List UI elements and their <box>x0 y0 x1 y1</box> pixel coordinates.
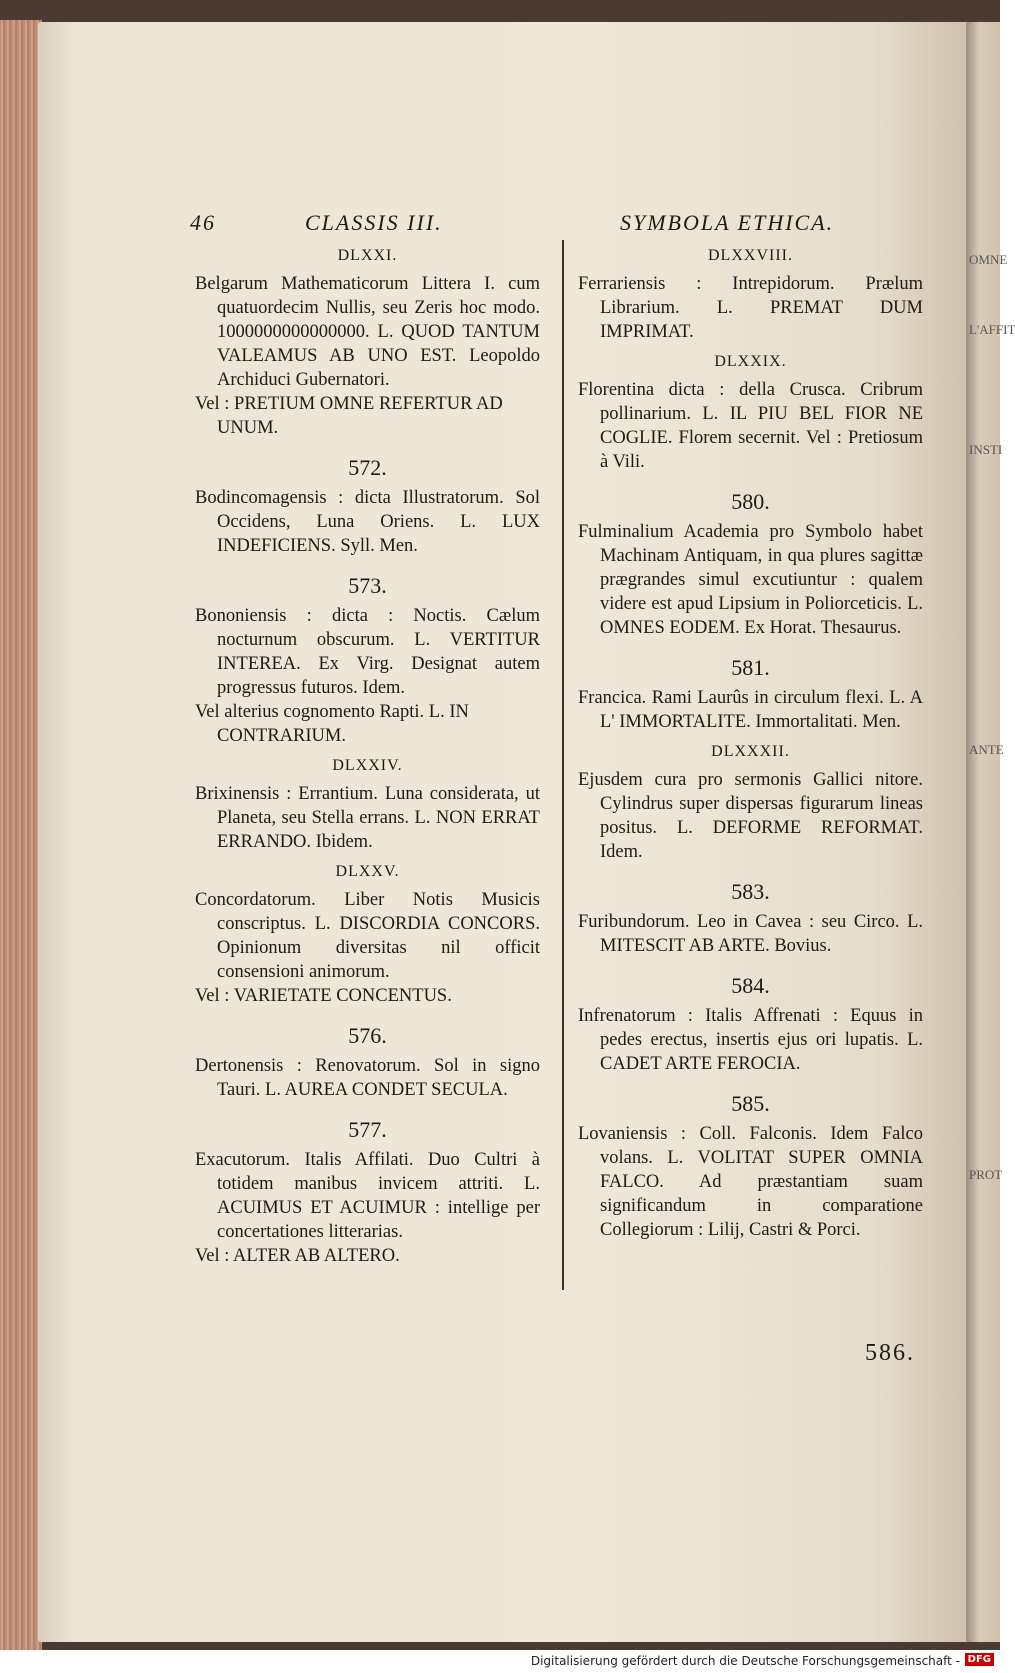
entry-number: 583. <box>731 879 770 904</box>
entry-number: DLXXIX. <box>714 353 787 370</box>
bleed-text: PROT <box>969 1167 1003 1182</box>
entry-number: 572. <box>348 455 387 480</box>
right-column <box>578 238 923 1242</box>
entry-alternative: Vel alterius cognomento Rapti. L. IN CONTRARIUM. <box>195 702 469 746</box>
entry-text: Ferrariensis : Intrepidorum. Prælum Librarium. L. PREMAT DUM IMPRIMAT. <box>578 274 923 342</box>
entry-number: DLXXV. <box>335 863 400 880</box>
bleed-text: OMNE <box>969 252 1008 267</box>
entry-text: Lovaniensis : Coll. Falconis. Idem Falco volans. L. VOLITAT SUPER OMNIA FALCO. Ad præstantiam suam significandum in comparatione Collegiorum : Lilij, Castri & Porci. <box>578 1124 923 1240</box>
entry-text: Exacutorum. Italis Affilati. Duo Cultri à totidem manibus invicem attriti. L. ACUIMUS ET ACUIMUR : intellige per concertationes litterarias. <box>195 1150 540 1242</box>
dfg-logo: DFG <box>965 1653 994 1666</box>
entry-text: Florentina dicta : della Crusca. Cribrum pollinarium. L. IL PIU BEL FIOR NE COGLIE. Florem secernit. Vel : Pretiosum à Vili. <box>578 380 923 472</box>
entry-alternative: Vel : PRETIUM OMNE REFERTUR AD UNUM. <box>195 394 503 438</box>
entry-number: 584. <box>731 973 770 998</box>
entry-text: Fulminalium Academia pro Symbolo habet Machinam Antiquam, in qua plures sagittæ prægrandes simul excutiuntur : qualem videre est apud Lipsium in Poliorceticis. L. OMNES EODEM. Ex Horat. Thesaurus. <box>578 522 923 638</box>
entry-text: Bononiensis : dicta : Noctis. Cælum nocturnum obscurum. L. VERTITUR INTEREA. Ex Virg. Designat autem progressus futuros. Idem. <box>195 606 540 698</box>
entry-text: Concordatorum. Liber Notis Musicis conscriptus. L. DISCORDIA CONCORS. Opinionum diversitas nil officit consensioni animorum. <box>195 890 540 982</box>
entry-text: Infrenatorum : Italis Affrenati : Equus in pedes erectus, insertis ejus ori lupatis. L. CADET ARTE FEROCIA. <box>578 1006 923 1074</box>
facing-page-edge <box>966 22 1015 1642</box>
running-head-left: CLASSIS III. <box>305 210 443 235</box>
entry-alternative: Vel : ALTER AB ALTERO. <box>195 1246 400 1266</box>
entry-number: 576. <box>348 1023 387 1048</box>
entry-number: DLXXXII. <box>711 743 790 760</box>
entry-alternative: Vel : VARIETATE CONCENTUS. <box>195 986 452 1006</box>
page-edges <box>0 20 42 1650</box>
entry-text: Belgarum Mathematicorum Littera I. cum quatuordecim Nullis, seu Zeris hoc modo. 1000000000000000. L. QUOD TANTUM VALEAMUS AB UNO EST. Leopoldo Archiduci Gubernatori. <box>195 274 540 390</box>
bleed-text: ANTE <box>969 742 1004 757</box>
left-column <box>195 238 540 1268</box>
entry-text: Bodincomagensis : dicta Illustratorum. Sol Occidens, Luna Oriens. L. LUX INDEFICIENS. Syll. Men. <box>195 488 540 556</box>
column-divider <box>562 240 564 1290</box>
footer-credit: Digitalisierung gefördert durch die Deutsche Forschungsgemeinschaft - <box>530 1654 960 1668</box>
entry-text: Furibundorum. Leo in Cavea : seu Circo. L. MITESCIT AB ARTE. Bovius. <box>578 912 923 956</box>
entry-text: Ejusdem cura pro sermonis Gallici nitore. Cylindrus super dispersas figurarum lineas positus. L. DEFORME REFORMAT. Idem. <box>578 770 923 862</box>
bleed-text: L'AFFIT <box>969 322 1015 337</box>
entry-text: Dertonensis : Renovatorum. Sol in signo Tauri. L. AUREA CONDET SECULA. <box>195 1056 540 1100</box>
footer-bar <box>0 1650 1000 1673</box>
entry-number: 577. <box>348 1117 387 1142</box>
entry-number: 581. <box>731 655 770 680</box>
entry-number: 580. <box>731 489 770 514</box>
running-head-right: SYMBOLA ETHICA. <box>620 210 835 235</box>
entry-number: DLXXVIII. <box>708 247 793 264</box>
entry-number: 573. <box>348 573 387 598</box>
entry-number: DLXXI. <box>337 247 398 264</box>
entry-number: DLXXIV. <box>332 757 403 774</box>
entry-text: Brixinensis : Errantium. Luna considerata, ut Planeta, seu Stella errans. L. NON ERRAT ERRANDO. Ibidem. <box>195 784 540 852</box>
entry-number: 585. <box>731 1091 770 1116</box>
page-number: 46 <box>190 210 216 235</box>
catchword: 586. <box>865 1340 915 1366</box>
entry-text: Francica. Rami Laurûs in circulum flexi. L. A L' IMMORTALITE. Immortalitati. Men. <box>578 688 923 732</box>
bleed-text: INSTI <box>969 442 1003 457</box>
